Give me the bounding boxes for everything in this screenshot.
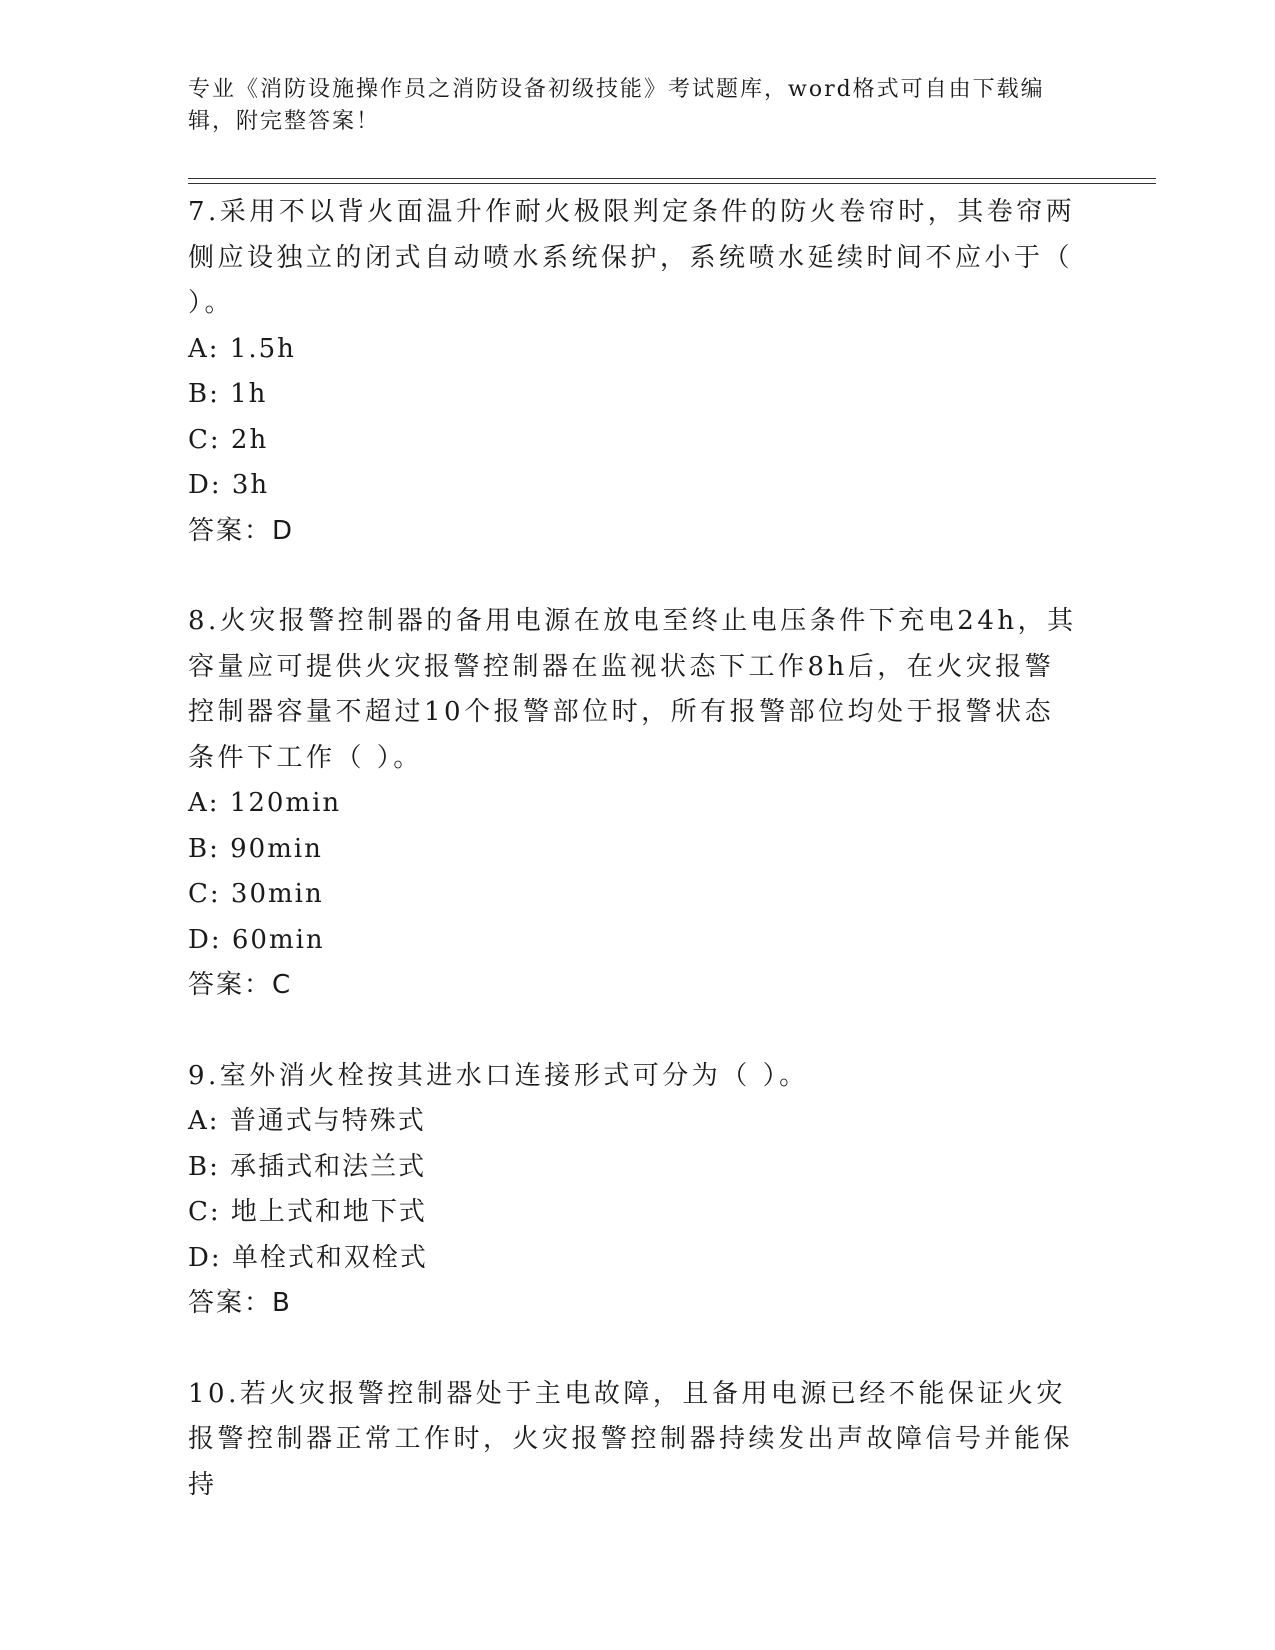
option-c: C: 30min [188,879,324,909]
question-9 [188,1054,1078,1327]
option-a: A: 1.5h [188,333,296,364]
question-spacer [188,1009,1078,1054]
question-spacer [188,554,1078,599]
option-a: A: 普通式与特殊式 [188,1106,426,1136]
option-a: A: 120min [188,788,342,818]
question-stem: 8.火灾报警控制器的备用电源在放电至终止电压条件下充电24h，其容量应可提供火灾报警控制器在监视状态下工作8h后，在火灾报警控制器容量不超过10个报警部位时，所有报警部位均处于报警状态条件下工作（ ）。 [188,606,1077,773]
header-divider-top [188,178,1156,179]
question-10 [188,1372,1078,1509]
answer: 答案：B [188,1288,292,1318]
option-c: C: 2h [188,424,269,455]
question-stem: 10.若火灾报警控制器处于主电故障，且备用电源已经不能保证火灾报警控制器正常工作时，火灾报警控制器持续发出声故障信号并能保持 [188,1378,1074,1500]
header-divider-bottom [188,183,1156,184]
option-d: D: 3h [188,470,270,500]
option-b: B: 90min [188,833,323,864]
option-b: B: 承插式和法兰式 [188,1151,427,1182]
option-d: D: 60min [188,924,325,955]
question-8 [188,599,1078,1009]
question-7 [188,190,1078,554]
document-header: 专业《消防设施操作员之消防设备初级技能》考试题库，word格式可自由下载编辑，附完整答案！ [188,77,1045,134]
question-stem: 9.室外消火栓按其进水口连接形式可分为（ ）。 [188,1060,809,1091]
answer: 答案：D [188,515,295,546]
question-spacer [188,1327,1078,1372]
question-stem: 7.采用不以背火面温升作耐火极限判定条件的防火卷帘时，其卷帘两侧应设独立的闭式自动喷水系统保护，系统喷水延续时间不应小于（ ）。 [188,197,1076,318]
question-list [188,190,1078,1508]
option-c: C: 地上式和地下式 [188,1197,427,1227]
answer: 答案：C [188,970,293,1000]
option-d: D: 单栓式和双栓式 [188,1242,428,1273]
option-b: B: 1h [188,379,268,409]
